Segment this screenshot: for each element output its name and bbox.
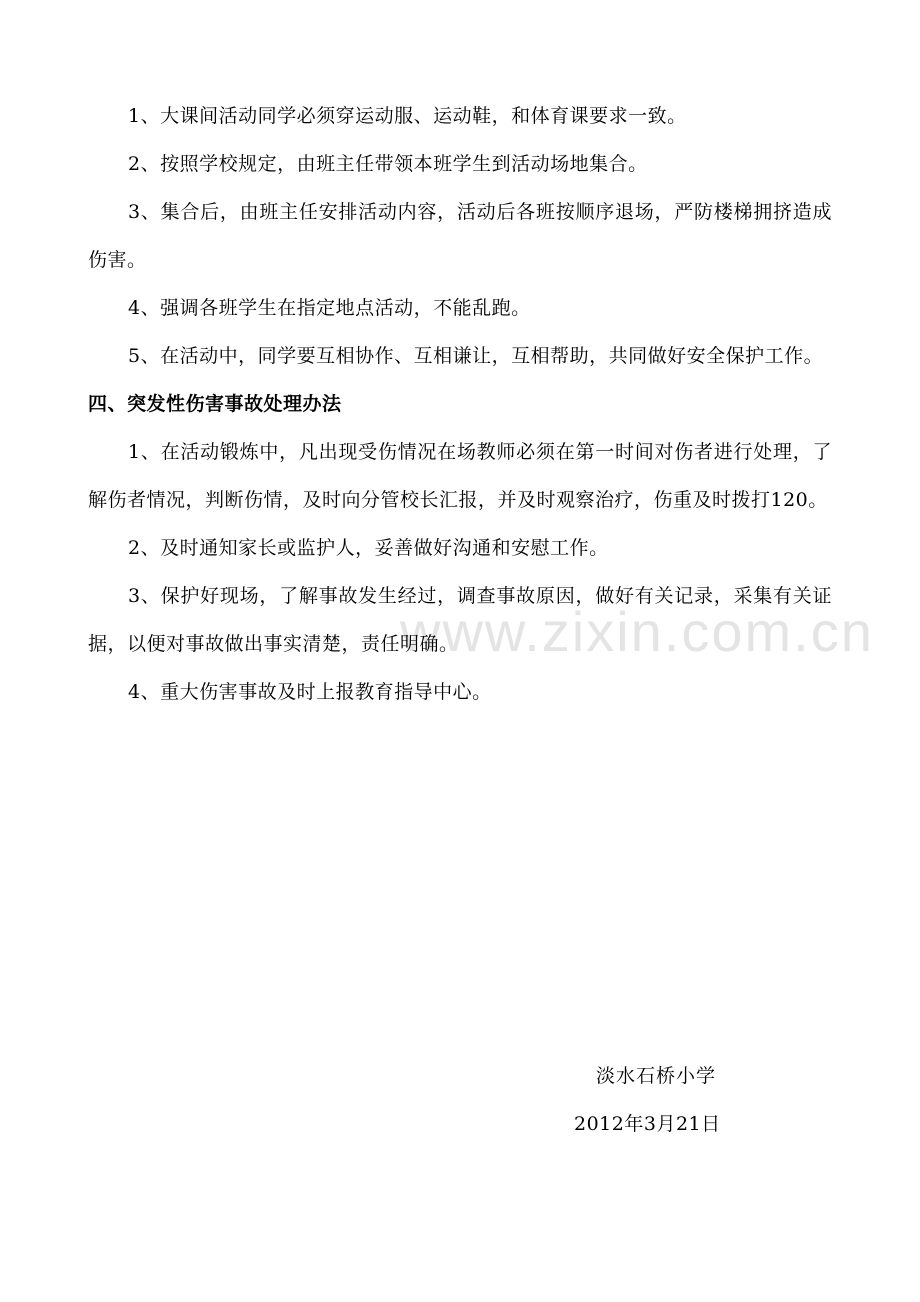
section-four-item-3: 3、保护好现场，了解事故发生经过，调查事故原因，做好有关记录，采集有关证据，以便对事故做出事实清楚，责任明确。 [88, 585, 832, 655]
watermark: www.zixin.com.cn [400, 600, 874, 663]
signature-school: 淡水石桥小学 [596, 1065, 717, 1087]
section-three-item-3: 3、集合后，由班主任安排活动内容，活动后各班按顺序退场，严防楼梯拥挤造成伤害。 [88, 201, 832, 271]
section-three-item-4: 4、强调各班学生在指定地点活动，不能乱跑。 [128, 297, 531, 319]
section-three-item-1: 1、大课间活动同学必须穿运动服、运动鞋，和体育课要求一致。 [128, 105, 687, 127]
section-four-heading: 四、突发性伤害事故处理办法 [88, 393, 342, 415]
section-four-item-1: 1、在活动锻炼中，凡出现受伤情况在场教师必须在第一时间对伤者进行处理，了解伤者情况，判断伤情，及时向分管校长汇报，并及时观察治疗，伤重及时拨打120。 [88, 441, 832, 511]
section-four-item-4: 4、重大伤害事故及时上报教育指导中心。 [128, 681, 492, 703]
signature-date: 2012年3月21日 [574, 1113, 721, 1135]
section-four-item-2: 2、及时通知家长或监护人，妥善做好沟通和安慰工作。 [128, 537, 609, 559]
section-three-item-5: 5、在活动中，同学要互相协作、互相谦让，互相帮助，共同做好安全保护工作。 [128, 345, 824, 367]
section-three-item-2: 2、按照学校规定，由班主任带领本班学生到活动场地集合。 [128, 153, 648, 175]
document-body [88, 92, 832, 716]
